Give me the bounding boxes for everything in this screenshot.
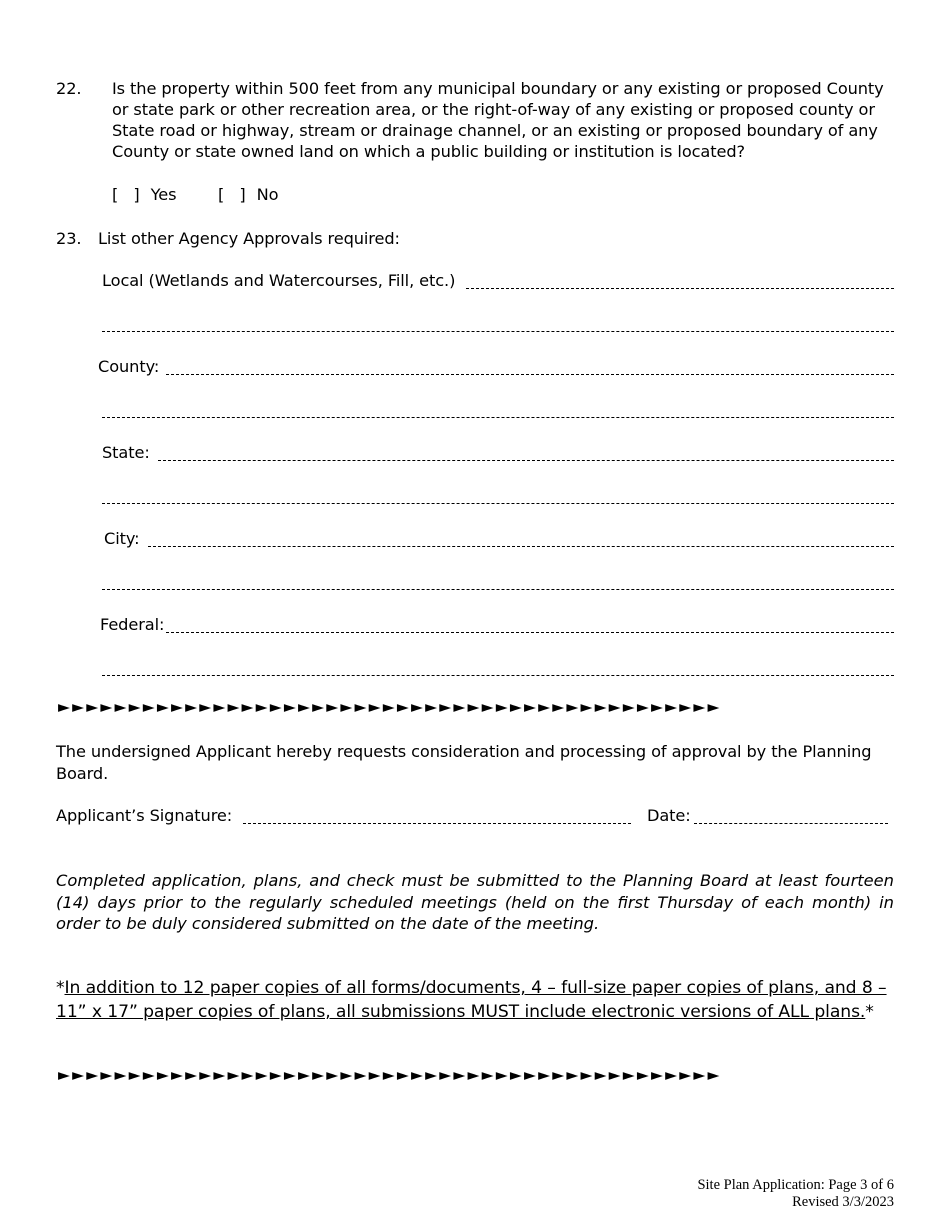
federal-input-line-1[interactable] xyxy=(166,632,894,633)
city-input-line-2[interactable] xyxy=(102,589,894,590)
requirement-text-2: 11” x 17” paper copies of plans, all submissions MUST include electronic versions of ALL plans. xyxy=(56,1002,866,1022)
submission-notice: Completed application, plans, and check must be submitted to the Planning Board at least fourteen (14) days prior to the regularly scheduled meetings (held on the first Thursday of each month) in order to be duly considered submitted on the date of the meeting. xyxy=(56,871,894,933)
city-input-line-1[interactable] xyxy=(148,546,894,547)
q22-no-box[interactable]: [ ] xyxy=(218,185,246,204)
local-input-line-2[interactable] xyxy=(102,331,894,332)
date-input-line[interactable] xyxy=(694,823,888,824)
county-input-line-2[interactable] xyxy=(102,417,894,418)
city-label: City: xyxy=(104,529,140,548)
county-input-line-1[interactable] xyxy=(166,374,894,375)
q22-text-line-3: State road or highway, stream or drainage channel, or an existing or proposed boundary of any xyxy=(112,121,878,140)
local-label: Local (Wetlands and Watercourses, Fill, etc.) xyxy=(102,271,456,290)
signature-label: Applicant’s Signature: xyxy=(56,806,233,825)
state-input-line-2[interactable] xyxy=(102,503,894,504)
county-label: County: xyxy=(98,357,160,376)
q22-no-label: No xyxy=(256,185,279,204)
requirement-text-1: In addition to 12 paper copies of all forms/documents, 4 – full-size paper copies of plans, and 8 – xyxy=(64,978,887,998)
q22-text-line-1: Is the property within 500 feet from any municipal boundary or any existing or proposed County xyxy=(112,79,884,98)
footer-page: Site Plan Application: Page 3 of 6 xyxy=(697,1177,894,1193)
q23-text: List other Agency Approvals required: xyxy=(98,229,400,248)
state-label: State: xyxy=(102,443,150,462)
federal-input-line-2[interactable] xyxy=(102,675,894,676)
q22-text-line-2: or state park or other recreation area, or the right-of-way of any existing or proposed county or xyxy=(112,100,875,119)
requirement-star-open: * xyxy=(56,978,65,998)
request-text-line-2: Board. xyxy=(56,764,109,783)
date-label: Date: xyxy=(647,806,691,825)
state-input-line-1[interactable] xyxy=(158,460,894,461)
request-text-line-1: The undersigned Applicant hereby requests consideration and processing of approval by the Planning xyxy=(56,742,872,761)
electronic-requirement-line-2 xyxy=(56,1001,874,1024)
q22-number: 22. xyxy=(56,79,82,98)
electronic-requirement-line-1 xyxy=(56,977,887,1000)
q22-yes-label: Yes xyxy=(150,185,177,204)
q22-no-checkbox[interactable] xyxy=(218,184,278,205)
requirement-star-close: * xyxy=(865,1002,874,1022)
q22-text-line-4: County or state owned land on which a public building or institution is located? xyxy=(112,142,746,161)
local-input-line-1[interactable] xyxy=(466,288,894,289)
federal-label: Federal: xyxy=(100,615,165,634)
q23-number: 23. xyxy=(56,229,82,248)
arrow-separator-bottom: ►►►►►►►►►►►►►►►►►►►►►►►►►►►►►►►►►►►►►►►►►►►►►►► xyxy=(58,1066,722,1084)
q22-yes-box[interactable]: [ ] xyxy=(112,185,140,204)
q22-yes-checkbox[interactable] xyxy=(112,184,176,205)
arrow-separator-top: ►►►►►►►►►►►►►►►►►►►►►►►►►►►►►►►►►►►►►►►►►►►►►►► xyxy=(58,698,722,716)
footer-revised: Revised 3/3/2023 xyxy=(792,1194,894,1210)
signature-input-line[interactable] xyxy=(243,823,631,824)
